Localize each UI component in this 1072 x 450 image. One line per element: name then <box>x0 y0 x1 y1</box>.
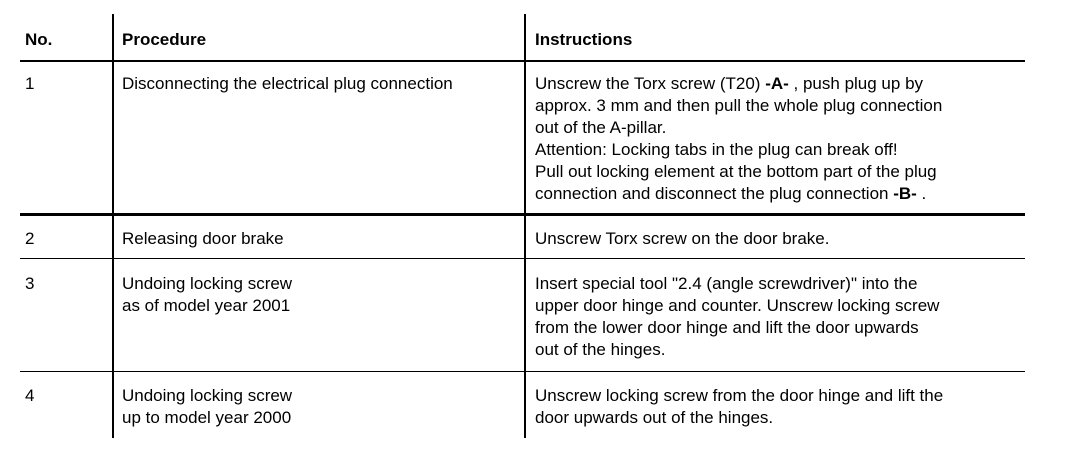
callout-label: -B- <box>893 184 917 203</box>
header-procedure: Procedure <box>122 30 207 49</box>
procedure-line: Disconnecting the electrical plug connection <box>122 74 453 93</box>
procedure-line: Undoing locking screw <box>122 274 293 293</box>
row-2-procedure <box>122 228 284 250</box>
row-3-instructions <box>535 273 939 361</box>
instruction-line: Insert special tool "2.4 (angle screwdriver)" into the <box>535 274 918 293</box>
row-divider-1 <box>20 213 1025 216</box>
procedure-line: Releasing door brake <box>122 229 284 248</box>
header-divider <box>20 60 1025 62</box>
instruction-line: Attention: Locking tabs in the plug can break off! <box>535 140 898 159</box>
instruction-line: Unscrew the Torx screw (T20) -A- , push plug up by <box>535 74 924 93</box>
instruction-line: Pull out locking element at the bottom part of the plug <box>535 162 937 181</box>
instruction-line: door upwards out of the hinges. <box>535 408 774 427</box>
instruction-line: upper door hinge and counter. Unscrew locking screw <box>535 296 940 315</box>
row-4-instructions <box>535 385 943 429</box>
row-2-instructions <box>535 228 829 250</box>
row-divider-3 <box>20 371 1025 372</box>
instruction-line: from the lower door hinge and lift the door upwards <box>535 318 919 337</box>
instruction-line: approx. 3 mm and then pull the whole plug connection <box>535 96 943 115</box>
instruction-line: out of the A-pillar. <box>535 118 667 137</box>
row-1-procedure <box>122 73 453 95</box>
row-3-procedure <box>122 273 292 317</box>
row-2-no: 2 <box>25 229 35 248</box>
procedure-line: up to model year 2000 <box>122 408 292 427</box>
header-instructions: Instructions <box>535 30 633 49</box>
column-divider-2 <box>524 14 526 438</box>
instruction-line: Unscrew Torx screw on the door brake. <box>535 229 830 248</box>
row-4-no: 4 <box>25 386 35 405</box>
row-4-procedure <box>122 385 292 429</box>
instruction-line: connection and disconnect the plug connection -B- . <box>535 184 927 203</box>
column-divider-1 <box>112 14 114 438</box>
procedure-line: as of model year 2001 <box>122 296 291 315</box>
callout-label: -A- <box>765 74 789 93</box>
procedure-line: Undoing locking screw <box>122 386 293 405</box>
row-3-no: 3 <box>25 274 35 293</box>
header-no: No. <box>25 30 53 49</box>
row-1-no: 1 <box>25 74 35 93</box>
row-divider-2 <box>20 258 1025 259</box>
instruction-line: Unscrew locking screw from the door hinge and lift the <box>535 386 944 405</box>
instruction-line: out of the hinges. <box>535 340 666 359</box>
row-1-instructions <box>535 73 942 205</box>
